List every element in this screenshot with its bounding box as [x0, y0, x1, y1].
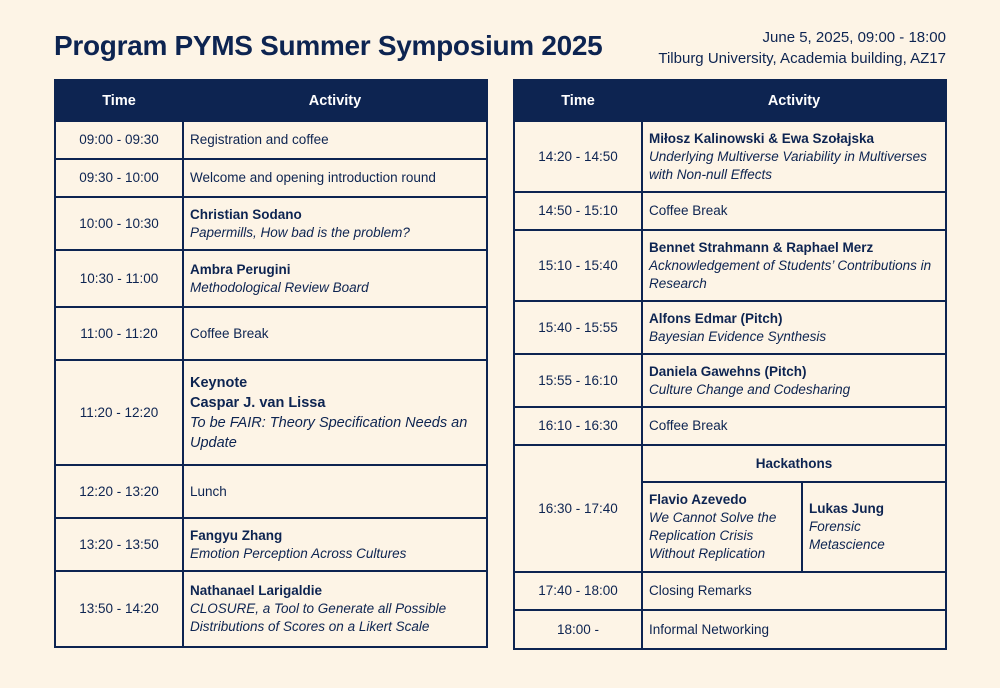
speaker-name: Flavio Azevedo: [649, 492, 747, 507]
table-row: [55, 121, 487, 159]
speaker-name: Christian Sodano: [190, 206, 302, 222]
table-row: [514, 192, 946, 230]
activity-cell: [183, 571, 487, 647]
time-cell: 15:55 - 16:10: [514, 354, 642, 407]
schedule-table-morning: [54, 79, 488, 648]
activity-cell: [183, 518, 487, 571]
table-row: [514, 121, 946, 192]
hackathons-heading: Hackathons: [642, 445, 946, 482]
talk-title: Forensic Metascience: [809, 519, 885, 552]
table-row: [514, 230, 946, 301]
activity-text: Lunch: [190, 483, 227, 499]
activity-column-header: Activity: [183, 80, 487, 121]
activity-cell: [183, 159, 487, 197]
time-cell: 16:10 - 16:30: [514, 407, 642, 445]
activity-cell: [642, 121, 946, 192]
speaker-name: Ambra Perugini: [190, 261, 291, 277]
table-row-hackathons: [514, 445, 946, 482]
speaker-name: Bennet Strahmann & Raphael Merz: [649, 239, 874, 255]
talk-title: Emotion Perception Across Cultures: [190, 545, 407, 561]
activity-cell: [183, 250, 487, 307]
time-cell: 15:10 - 15:40: [514, 230, 642, 301]
activity-cell: [183, 197, 487, 250]
speaker-name: Alfons Edmar (Pitch): [649, 310, 783, 326]
time-column-header: Time: [55, 80, 183, 121]
table-row: [55, 250, 487, 307]
table-row: [55, 307, 487, 360]
speaker-name: Nathanael Larigaldie: [190, 583, 323, 598]
activity-text: Informal Networking: [649, 621, 770, 637]
talk-title: Bayesian Evidence Synthesis: [649, 328, 827, 344]
talk-title: We Cannot Solve the Replication Crisis Without Replication: [649, 510, 777, 561]
table-header-row: [514, 80, 946, 121]
speaker-name: Miłosz Kalinowski & Ewa Szołajska: [649, 130, 875, 146]
time-cell: 10:00 - 10:30: [55, 197, 183, 250]
activity-cell: [183, 121, 487, 159]
speaker-name: Fangyu Zhang: [190, 527, 283, 543]
talk-title: Culture Change and Codesharing: [649, 381, 851, 397]
time-cell: 12:20 - 13:20: [55, 465, 183, 518]
table-row: [55, 465, 487, 518]
time-cell: 09:00 - 09:30: [55, 121, 183, 159]
event-meta: [658, 27, 946, 69]
activity-text: Coffee Break: [649, 418, 728, 433]
time-cell: 14:20 - 14:50: [514, 121, 642, 192]
table-row: [55, 197, 487, 250]
activity-text: Closing Remarks: [649, 583, 752, 598]
schedule-table-afternoon: [513, 79, 947, 650]
time-cell: 11:00 - 11:20: [55, 307, 183, 360]
table-row-keynote: [55, 360, 487, 465]
speaker-name: Caspar J. van Lissa: [190, 394, 326, 411]
talk-title: Underlying Multiverse Variability in Multiverses with Non-null Effects: [649, 148, 927, 182]
table-row: [514, 610, 946, 649]
hackathon-cell: [802, 482, 946, 572]
time-cell: 09:30 - 10:00: [55, 159, 183, 197]
table-row: [514, 354, 946, 407]
activity-cell: [642, 407, 946, 445]
activity-cell: [642, 301, 946, 354]
table-row: [55, 159, 487, 197]
event-date-time: June 5, 2025, 09:00 - 18:00: [762, 29, 946, 46]
page-title: Program PYMS Summer Symposium 2025: [54, 30, 603, 61]
activity-cell: [642, 610, 946, 649]
time-cell: 11:20 - 12:20: [55, 360, 183, 465]
activity-cell: [183, 360, 487, 465]
talk-title: Papermills, How bad is the problem?: [190, 224, 410, 240]
time-cell: 13:20 - 13:50: [55, 518, 183, 571]
time-cell: 14:50 - 15:10: [514, 192, 642, 230]
time-cell: 13:50 - 14:20: [55, 571, 183, 647]
time-cell: 17:40 - 18:00: [514, 572, 642, 610]
time-cell: 16:30 - 17:40: [514, 445, 642, 572]
talk-title: Acknowledgement of Students’ Contributions in Research: [649, 257, 932, 291]
table-row: [55, 571, 487, 647]
table-row: [514, 572, 946, 610]
keynote-label: Keynote: [190, 374, 248, 391]
talk-title: To be FAIR: Theory Specification Needs an Update: [190, 414, 468, 451]
activity-cell: [183, 307, 487, 360]
activity-cell: [642, 192, 946, 230]
activity-text: Coffee Break: [649, 203, 728, 218]
activity-text: Registration and coffee: [190, 132, 329, 147]
activity-cell: [642, 572, 946, 610]
activity-cell: [642, 230, 946, 301]
talk-title: CLOSURE, a Tool to Generate all Possible Distributions of Scores on a Likert Scale: [190, 601, 447, 634]
activity-text: Coffee Break: [190, 325, 269, 341]
speaker-name: Daniela Gawehns (Pitch): [649, 363, 807, 379]
activity-cell: [642, 354, 946, 407]
time-cell: 15:40 - 15:55: [514, 301, 642, 354]
hackathon-cell: [642, 482, 802, 572]
activity-text: Welcome and opening introduction round: [190, 170, 436, 185]
speaker-name: Lukas Jung: [809, 501, 885, 516]
time-cell: 10:30 - 11:00: [55, 250, 183, 307]
table-header-row: [55, 80, 487, 121]
activity-column-header: Activity: [642, 80, 946, 121]
time-cell: 18:00 -: [514, 610, 642, 649]
talk-title: Methodological Review Board: [190, 279, 369, 295]
table-row: [514, 301, 946, 354]
table-row: [55, 518, 487, 571]
activity-cell: [183, 465, 487, 518]
table-row: [514, 407, 946, 445]
event-location: Tilburg University, Academia building, AZ17: [658, 50, 946, 67]
time-column-header: Time: [514, 80, 642, 121]
